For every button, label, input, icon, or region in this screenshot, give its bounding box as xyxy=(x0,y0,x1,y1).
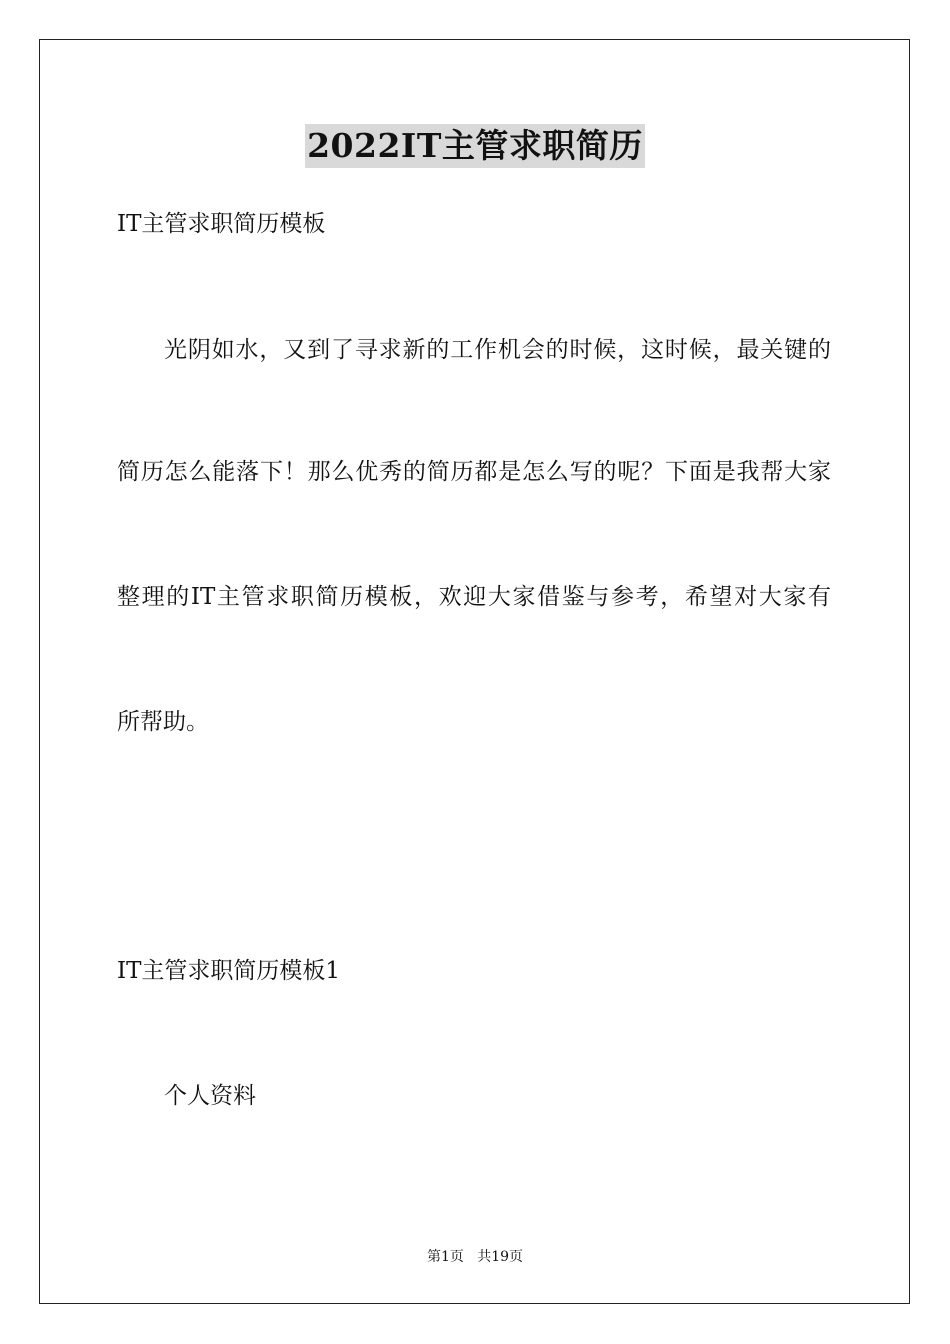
intro-line-3: 整理的IT主管求职简历模板，欢迎大家借鉴与参考，希望对大家有 xyxy=(117,584,831,610)
document-title: 2022IT主管求职简历 xyxy=(305,124,645,168)
intro-line-4: 所帮助。 xyxy=(117,709,209,735)
title-container xyxy=(0,124,950,168)
intro-line-1: 光阴如水，又到了寻求新的工作机会的时候，这时候，最关键的 xyxy=(164,337,831,363)
document-subtitle: IT主管求职简历模板 xyxy=(117,211,326,237)
intro-line-2: 简历怎么能落下！那么优秀的简历都是怎么写的呢？下面是我帮大家 xyxy=(117,459,831,485)
section-heading: IT主管求职简历模板1 xyxy=(117,958,341,984)
subsection-heading: 个人资料 xyxy=(164,1083,256,1109)
page-number-footer: 第1页 共19页 xyxy=(426,1249,524,1265)
